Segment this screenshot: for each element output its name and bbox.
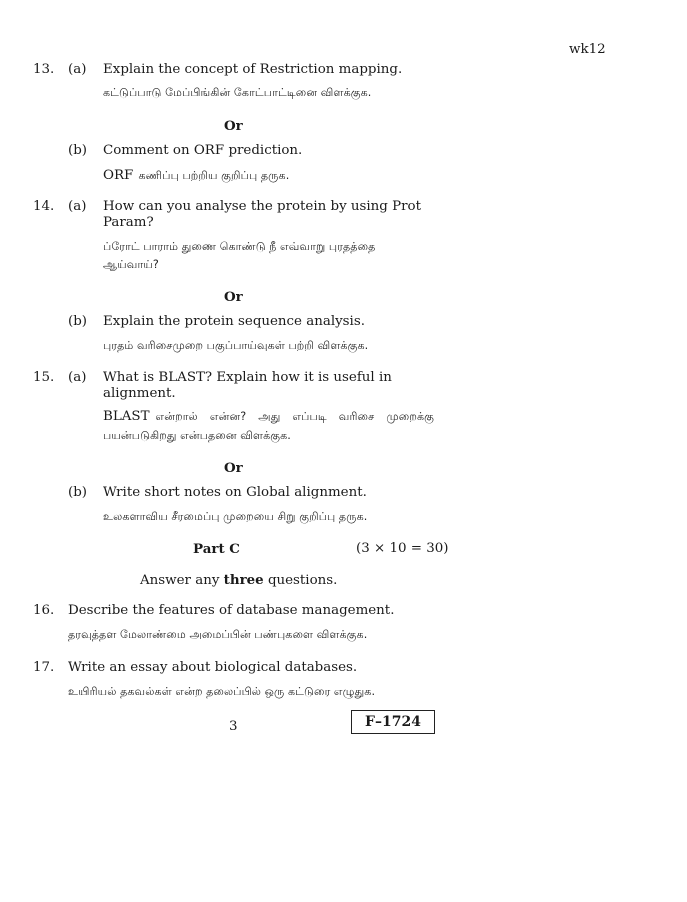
question-text: Comment on ORF prediction. [103,143,303,158]
question-text-line: alignment. [103,386,176,401]
part-label: (b) [68,314,88,329]
instruction-text: questions. [267,573,338,588]
question-text-tamil-line [103,408,434,426]
part-label: (a) [68,62,87,77]
question-text-line: Param? [103,215,154,230]
question-number: 13. [33,62,55,77]
question-text: Write short notes on Global alignment. [103,485,367,500]
or-divider: Or [224,289,243,305]
part-label: (b) [68,143,88,158]
or-divider: Or [224,118,243,134]
tamil-text: கணிப்பு பற்றிய குறிப்பு தருக. [138,169,290,182]
question-text: Describe the features of database management. [68,603,395,618]
question-text-tamil: உயிரியல் தகவல்கள் என்ற தலைப்பில் ஒரு கட்டுரை எழுதுக. [68,685,376,698]
or-divider: Or [224,460,243,476]
question-number: 16. [33,603,55,618]
part-label: (a) [68,370,87,385]
question-number: 14. [33,199,55,214]
section-instruction [140,572,337,589]
tamil-text: என்றால் என்ன? அது எப்படி வரிசை முறைக்கு [155,410,434,423]
question-text-tamil-line: பயன்படுகிறது என்பதனை விளக்குக. [103,429,291,442]
question-text: Write an essay about biological databases. [68,660,358,675]
question-text-line: How can you analyse the protein by using Prot [103,199,421,214]
section-title: Part C [193,541,240,557]
question-number: 15. [33,370,55,385]
question-text-tamil: புரதம் வரிசைமுறை பகுப்பாய்வுகள் பற்றி விளக்குக. [103,339,369,352]
question-text-tamil [103,164,434,185]
question-text: Explain the protein sequence analysis. [103,314,365,329]
part-label: (b) [68,485,88,500]
tamil-prefix: BLAST [103,409,150,424]
question-text-tamil-line: ஆய்வாய்? [103,258,159,271]
page-number: 3 [229,719,238,734]
question-text-line: What is BLAST? Explain how it is useful in [103,370,392,385]
part-label: (a) [68,199,87,214]
header-code: wk12 [569,42,606,57]
question-text-tamil-line: ப்ரோட் பாராம் துணை கொண்டு நீ எவ்வாறு புரதத்தை [103,240,376,253]
instruction-text: Answer any [140,573,220,588]
instruction-emphasis: three [223,572,264,588]
section-marks: (3 × 10 = 30) [356,541,449,556]
question-text: Explain the concept of Restriction mapping. [103,62,403,77]
question-text-tamil: தரவுத்தள மேலாண்மை அமைப்பின் பண்புகளை விளக்குக. [68,628,368,641]
question-text-tamil: உலகளாவிய சீரமைப்பு முறையை சிறு குறிப்பு தருக. [103,510,368,523]
paper-code-box: F–1724 [351,710,435,734]
tamil-prefix: ORF [103,168,134,183]
question-text-tamil: கட்டுப்பாடு மேப்பிங்கின் கோட்பாட்டினை விளக்குக. [103,86,372,99]
question-number: 17. [33,660,55,675]
